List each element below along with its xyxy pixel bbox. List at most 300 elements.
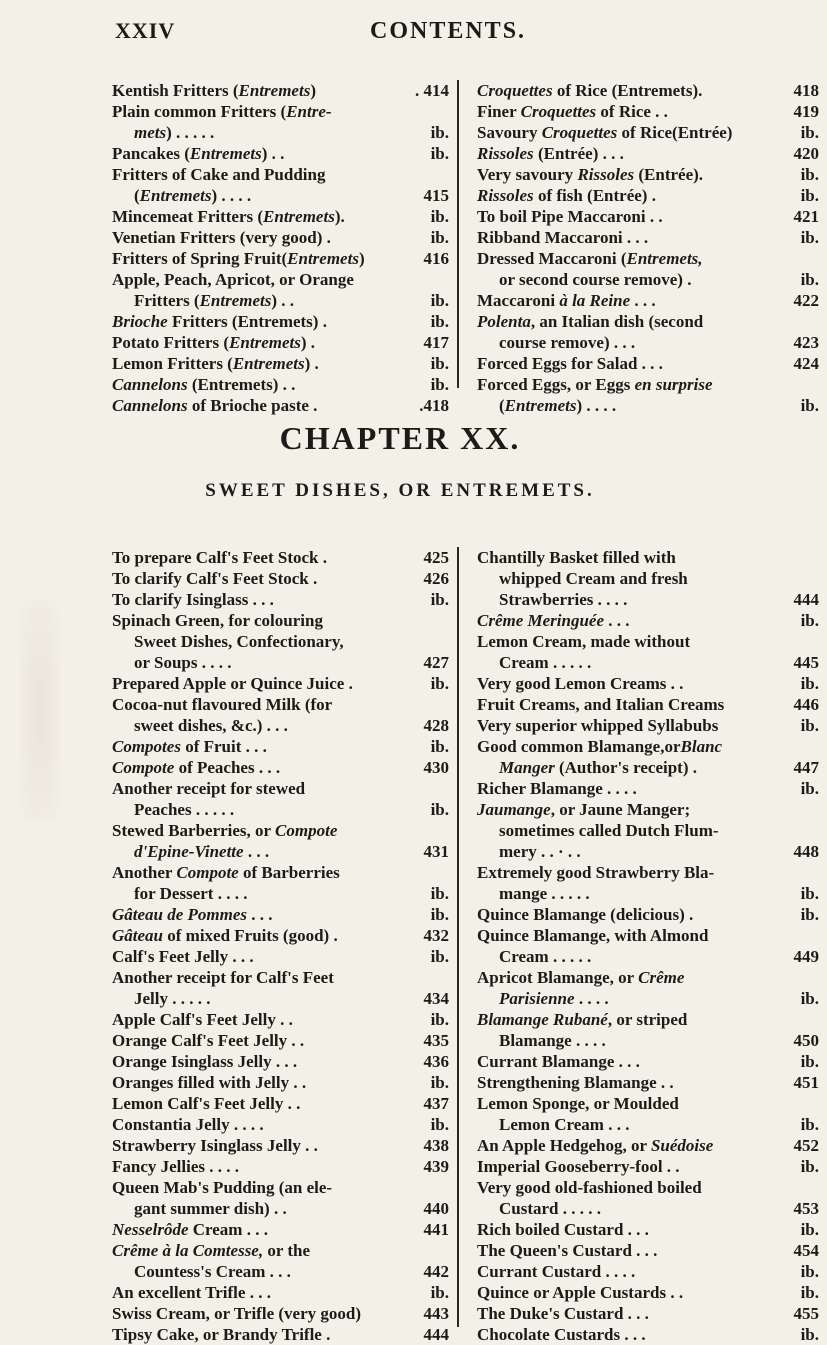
entry-text: Prepared Apple or Quince Juice . bbox=[112, 674, 353, 693]
toc-entry bbox=[112, 715, 457, 736]
entry-text: Extremely good Strawberry Bla- bbox=[477, 863, 715, 882]
page-reference: 423 bbox=[793, 333, 819, 352]
entry-text: Cream . . . . . bbox=[499, 653, 592, 672]
entry-title bbox=[134, 988, 211, 1009]
entry-text: Forced Eggs, or Eggs bbox=[477, 375, 635, 394]
entry-title bbox=[477, 227, 648, 248]
entry-text: Lemon Cream, made without bbox=[477, 632, 691, 651]
toc-entry bbox=[112, 778, 457, 799]
entry-text: Apricot Blamange, or bbox=[477, 968, 639, 987]
toc-entry bbox=[112, 1114, 457, 1135]
toc-entry bbox=[112, 1261, 457, 1282]
entry-text: Another receipt for Calf's Feet bbox=[112, 968, 334, 987]
entry-italic: Brioche bbox=[112, 312, 168, 331]
entry-after: of Fruit . . . bbox=[180, 737, 267, 756]
entry-text: mery . . · . . bbox=[499, 842, 581, 861]
entry-title bbox=[112, 946, 254, 967]
entry-title bbox=[112, 820, 337, 841]
entry-title bbox=[134, 799, 234, 820]
toc-entry bbox=[112, 1282, 457, 1303]
entry-title bbox=[477, 1135, 713, 1156]
entry-title bbox=[477, 1282, 683, 1303]
entry-after: , an Italian dish (second bbox=[530, 312, 704, 331]
entry-italic: Crême bbox=[638, 968, 685, 987]
toc-entry bbox=[477, 694, 827, 715]
entry-title bbox=[112, 311, 327, 332]
page-reference: ib. bbox=[430, 1283, 449, 1302]
page-reference: ib. bbox=[800, 1157, 819, 1176]
entry-text: Mincemeat Fritters ( bbox=[112, 207, 264, 226]
entry-title bbox=[134, 883, 247, 904]
entry-title bbox=[477, 248, 703, 269]
entry-title bbox=[477, 547, 676, 568]
entry-text: Very good old-fashioned boiled bbox=[477, 1178, 702, 1197]
entry-text: Lemon Sponge, or Moulded bbox=[477, 1094, 679, 1113]
entry-after: . . . bbox=[630, 291, 656, 310]
running-title: CONTENTS. bbox=[370, 18, 527, 44]
page-reference: ib. bbox=[430, 1115, 449, 1134]
entry-text: Strawberry Isinglass Jelly . . bbox=[112, 1136, 318, 1155]
page-reference: ib. bbox=[800, 611, 819, 630]
page-reference: 439 bbox=[423, 1157, 449, 1176]
toc-entry bbox=[112, 862, 457, 883]
page-reference: 452 bbox=[793, 1136, 819, 1155]
entry-title bbox=[112, 589, 274, 610]
toc-entry bbox=[112, 311, 457, 332]
entry-title bbox=[112, 778, 305, 799]
page-reference: ib. bbox=[800, 905, 819, 924]
page-reference: 443 bbox=[423, 1304, 449, 1323]
page-reference: ib. bbox=[430, 291, 449, 310]
toc-entry bbox=[112, 143, 457, 164]
entry-italic: Entremets bbox=[199, 291, 272, 310]
page-reference: ib. bbox=[800, 884, 819, 903]
entry-italic: Entremets bbox=[229, 333, 301, 352]
entry-title bbox=[499, 841, 581, 862]
entry-title bbox=[499, 946, 591, 967]
entry-title bbox=[112, 568, 317, 589]
entry-text: Quince Blamange (delicious) . bbox=[477, 905, 694, 924]
entry-title bbox=[112, 374, 295, 395]
entry-title bbox=[477, 164, 703, 185]
entry-title bbox=[477, 736, 722, 757]
page-folio: XXIV bbox=[115, 18, 176, 43]
paper-stain bbox=[20, 600, 60, 820]
entry-after: of Rice (Entremets). bbox=[552, 81, 703, 100]
entry-after: , or Jaune Manger; bbox=[550, 800, 691, 819]
toc-entry bbox=[477, 925, 827, 946]
entry-italic: Rissoles bbox=[477, 186, 534, 205]
entry-text: Fritters of Cake and Pudding bbox=[112, 165, 326, 184]
page-reference: 426 bbox=[423, 569, 449, 588]
entry-text: Good common Blamange,or bbox=[477, 737, 681, 756]
page-reference: 424 bbox=[793, 354, 819, 373]
entry-title bbox=[499, 1198, 601, 1219]
entry-title bbox=[112, 1051, 297, 1072]
toc-entry bbox=[477, 1303, 827, 1324]
toc-entry bbox=[477, 904, 827, 925]
entry-italic: Entremets bbox=[238, 81, 311, 100]
toc-entry bbox=[112, 820, 457, 841]
entry-italic: Crême à la Comtesse, bbox=[112, 1241, 264, 1260]
toc-entry bbox=[112, 967, 457, 988]
entry-text: Ribband Maccaroni . . . bbox=[477, 228, 649, 247]
toc-entry bbox=[112, 269, 457, 290]
entry-italic: Croquettes bbox=[541, 123, 618, 142]
entry-title bbox=[112, 967, 334, 988]
toc-entry bbox=[477, 841, 827, 862]
entry-title bbox=[477, 1177, 702, 1198]
entry-text: Cream . . . . . bbox=[499, 947, 592, 966]
entry-title bbox=[499, 395, 616, 416]
entry-title bbox=[477, 1009, 687, 1030]
page-reference: ib. bbox=[430, 312, 449, 331]
entry-title bbox=[477, 206, 663, 227]
entry-title bbox=[112, 757, 280, 778]
entry-text: Peaches . . . . . bbox=[134, 800, 235, 819]
entry-italic: d'Epine-Vinette bbox=[134, 842, 244, 861]
page-reference: ib. bbox=[430, 375, 449, 394]
entry-text: Another receipt for stewed bbox=[112, 779, 306, 798]
entry-text: Quince or Apple Custards . . bbox=[477, 1283, 684, 1302]
toc-entry bbox=[112, 101, 457, 122]
page-reference: 450 bbox=[793, 1031, 819, 1050]
toc-entry bbox=[477, 589, 827, 610]
entry-title bbox=[477, 904, 693, 925]
page-reference: ib. bbox=[430, 228, 449, 247]
entry-text: or Soups . . . . bbox=[134, 653, 232, 672]
entry-text: Lemon Fritters ( bbox=[112, 354, 233, 373]
entry-title bbox=[112, 227, 331, 248]
page-reference: 427 bbox=[423, 653, 449, 672]
entry-text: Cocoa-nut flavoured Milk (for bbox=[112, 695, 333, 714]
entry-title bbox=[477, 610, 630, 631]
entry-text: Calf's Feet Jelly . . . bbox=[112, 947, 254, 966]
entry-title bbox=[499, 332, 635, 353]
toc-entry bbox=[477, 1156, 827, 1177]
toc-entry bbox=[112, 353, 457, 374]
page-reference: ib. bbox=[430, 1010, 449, 1029]
toc-entry bbox=[477, 395, 827, 416]
entry-after: . . . . bbox=[574, 989, 609, 1008]
entry-text: ( bbox=[134, 186, 140, 205]
entry-after: of Rice(Entrée) bbox=[617, 123, 733, 142]
page-reference: 444 bbox=[793, 590, 819, 609]
page-reference: 441 bbox=[423, 1220, 449, 1239]
entry-text: Forced Eggs for Salad . . . bbox=[477, 354, 663, 373]
entry-title bbox=[499, 269, 691, 290]
entry-italic: Entremets bbox=[287, 249, 359, 268]
entry-italic: Compote bbox=[112, 758, 175, 777]
toc-entry bbox=[477, 736, 827, 757]
entry-italic: Cannelons bbox=[112, 375, 188, 394]
entry-title bbox=[477, 185, 656, 206]
page-reference: 436 bbox=[423, 1052, 449, 1071]
entry-text: ( bbox=[499, 396, 505, 415]
page-reference: ib. bbox=[800, 165, 819, 184]
entry-title bbox=[477, 862, 714, 883]
entry-title bbox=[477, 1051, 640, 1072]
entry-text: Dressed Maccaroni ( bbox=[477, 249, 627, 268]
entry-italic: Rissoles bbox=[477, 144, 534, 163]
page-reference: ib. bbox=[430, 884, 449, 903]
entry-title bbox=[112, 862, 340, 883]
entry-title bbox=[134, 185, 251, 206]
entry-text: Swiss Cream, or Trifle (very good) bbox=[112, 1304, 361, 1323]
entry-title bbox=[134, 652, 231, 673]
toc-entry bbox=[112, 80, 457, 101]
toc-entry bbox=[112, 799, 457, 820]
toc-entry bbox=[112, 1051, 457, 1072]
entry-after: of Brioche paste . bbox=[187, 396, 318, 415]
entry-title bbox=[134, 631, 344, 652]
toc-entry bbox=[112, 1093, 457, 1114]
toc-entry bbox=[112, 568, 457, 589]
toc-entry bbox=[477, 1198, 827, 1219]
entry-title bbox=[477, 1072, 674, 1093]
entry-text: Fancy Jellies . . . . bbox=[112, 1157, 240, 1176]
toc-entry bbox=[112, 374, 457, 395]
page-reference: .418 bbox=[419, 396, 449, 415]
entry-after: . . . bbox=[247, 905, 273, 924]
toc-entry bbox=[112, 1156, 457, 1177]
toc-entry bbox=[477, 1030, 827, 1051]
page-reference: ib. bbox=[430, 737, 449, 756]
entry-title bbox=[112, 248, 365, 269]
entry-title bbox=[499, 1030, 606, 1051]
entry-italic: Compote bbox=[275, 821, 338, 840]
entry-italic: Gâteau bbox=[112, 926, 163, 945]
toc-entry bbox=[112, 290, 457, 311]
entry-title bbox=[112, 1135, 318, 1156]
toc-entry bbox=[112, 164, 457, 185]
entry-title bbox=[477, 1303, 649, 1324]
page-reference: ib. bbox=[430, 354, 449, 373]
toc-entry bbox=[112, 841, 457, 862]
entry-text: Orange Isinglass Jelly . . . bbox=[112, 1052, 298, 1071]
toc-entry bbox=[112, 883, 457, 904]
entry-title bbox=[477, 925, 708, 946]
entry-after: Cream . . . bbox=[188, 1220, 268, 1239]
page-reference: 451 bbox=[793, 1073, 819, 1092]
entry-text: Blamange . . . . bbox=[499, 1031, 606, 1050]
page-reference: ib. bbox=[800, 228, 819, 247]
page-reference: 431 bbox=[423, 842, 449, 861]
entry-text: Chantilly Basket filled with bbox=[477, 548, 676, 567]
entry-italic: Polenta bbox=[477, 312, 531, 331]
entry-title bbox=[112, 1114, 264, 1135]
toc-entry bbox=[112, 610, 457, 631]
entry-title bbox=[112, 1177, 332, 1198]
entry-italic: Parisienne bbox=[499, 989, 575, 1008]
entry-text: course remove) . . . bbox=[499, 333, 636, 352]
toc-entry bbox=[112, 589, 457, 610]
entry-text: Strengthening Blamange . . bbox=[477, 1073, 674, 1092]
entry-title bbox=[499, 568, 688, 589]
page-reference: 419 bbox=[793, 102, 819, 121]
entry-text: mange . . . . . bbox=[499, 884, 590, 903]
page-reference: ib. bbox=[800, 123, 819, 142]
entry-title bbox=[477, 1093, 679, 1114]
toc-entry bbox=[477, 248, 827, 269]
entry-text: Imperial Gooseberry-fool . . bbox=[477, 1157, 680, 1176]
entry-italic: Cannelons bbox=[112, 396, 188, 415]
entry-text: An excellent Trifle . . . bbox=[112, 1283, 271, 1302]
entry-after: ) . . . . bbox=[211, 186, 252, 205]
page-reference: ib. bbox=[800, 396, 819, 415]
toc-entry bbox=[112, 227, 457, 248]
entry-text: Maccaroni bbox=[477, 291, 560, 310]
page-reference: 428 bbox=[423, 716, 449, 735]
toc-entry bbox=[477, 311, 827, 332]
entry-title bbox=[477, 694, 724, 715]
entry-text: whipped Cream and fresh bbox=[499, 569, 688, 588]
entry-title bbox=[112, 736, 267, 757]
page-reference: 455 bbox=[793, 1304, 819, 1323]
toc-entry bbox=[112, 757, 457, 778]
page-reference: 449 bbox=[793, 947, 819, 966]
page-reference: ib. bbox=[800, 270, 819, 289]
entry-after: (Entremets) . . bbox=[187, 375, 296, 394]
toc-entry bbox=[477, 799, 827, 820]
entry-after: ) . bbox=[300, 333, 316, 352]
toc-entry bbox=[477, 227, 827, 248]
entry-text: Orange Calf's Feet Jelly . . bbox=[112, 1031, 305, 1050]
toc-entry bbox=[112, 631, 457, 652]
entry-title bbox=[112, 925, 338, 946]
toc-entry bbox=[112, 1030, 457, 1051]
entry-text: Jelly . . . . . bbox=[134, 989, 211, 1008]
entry-title bbox=[112, 1282, 271, 1303]
entry-text: Currant Blamange . . . bbox=[477, 1052, 640, 1071]
entry-title bbox=[477, 80, 702, 101]
entry-italic: Entremets bbox=[139, 186, 212, 205]
entry-text: Tipsy Cake, or Brandy Trifle . bbox=[112, 1325, 331, 1344]
toc-entry bbox=[112, 736, 457, 757]
entry-title bbox=[477, 353, 663, 374]
toc-entry bbox=[477, 631, 827, 652]
entry-title bbox=[134, 715, 288, 736]
entry-italic: Entremets bbox=[263, 207, 335, 226]
page-reference: 446 bbox=[793, 695, 819, 714]
entry-title bbox=[477, 101, 668, 122]
toc-entry bbox=[477, 1051, 827, 1072]
entry-text: The Duke's Custard . . . bbox=[477, 1304, 649, 1323]
entry-title bbox=[134, 122, 214, 143]
page-reference: ib. bbox=[800, 1262, 819, 1281]
page-reference: 448 bbox=[793, 842, 819, 861]
toc-entry bbox=[477, 988, 827, 1009]
toc-entry bbox=[112, 925, 457, 946]
entry-text: or second course remove) . bbox=[499, 270, 692, 289]
entry-italic: Croquettes bbox=[477, 81, 553, 100]
entry-italic: Entremets, bbox=[626, 249, 703, 268]
entry-text: Stewed Barberries, or bbox=[112, 821, 276, 840]
entry-title bbox=[477, 1240, 657, 1261]
entry-italic: Entremets bbox=[232, 354, 305, 373]
entry-title bbox=[499, 757, 697, 778]
entry-title bbox=[112, 1303, 361, 1324]
entry-title bbox=[112, 143, 284, 164]
toc-entry bbox=[112, 547, 457, 568]
toc-entry bbox=[477, 1261, 827, 1282]
entry-italic: Gâteau de Pommes bbox=[112, 905, 248, 924]
toc-entry bbox=[112, 332, 457, 353]
entry-italic: Entre- bbox=[286, 102, 332, 121]
entry-after: . . . bbox=[604, 611, 630, 630]
toc-entry bbox=[112, 1009, 457, 1030]
entry-after: , or striped bbox=[607, 1010, 688, 1029]
toc-entry bbox=[112, 395, 457, 416]
entry-after: (Entrée) . . . bbox=[533, 144, 624, 163]
toc-entry bbox=[477, 101, 827, 122]
page-reference: ib. bbox=[430, 800, 449, 819]
toc-entry bbox=[112, 185, 457, 206]
entry-text: To prepare Calf's Feet Stock . bbox=[112, 548, 328, 567]
toc-entry bbox=[112, 652, 457, 673]
entry-title bbox=[112, 1009, 293, 1030]
toc-entry bbox=[112, 1072, 457, 1093]
toc-column-right bbox=[459, 80, 827, 415]
page-reference: ib. bbox=[800, 989, 819, 1008]
entry-title bbox=[112, 547, 327, 568]
entry-italic: Blanc bbox=[680, 737, 723, 756]
entry-text: Kentish Fritters ( bbox=[112, 81, 239, 100]
entry-text: Sweet Dishes, Confectionary, bbox=[134, 632, 344, 651]
page-reference: ib. bbox=[430, 590, 449, 609]
entry-text: Potato Fritters ( bbox=[112, 333, 230, 352]
page-reference: ib. bbox=[430, 905, 449, 924]
entry-text: Currant Custard . . . . bbox=[477, 1262, 636, 1281]
entry-italic: Blamange Rubané bbox=[477, 1010, 608, 1029]
entry-italic: Entremets bbox=[189, 144, 262, 163]
entry-title bbox=[499, 988, 609, 1009]
entry-italic: Nesselrôde bbox=[112, 1220, 189, 1239]
entry-after: or the bbox=[263, 1241, 311, 1260]
toc-entry bbox=[477, 269, 827, 290]
toc-entry bbox=[477, 1219, 827, 1240]
page-reference: ib. bbox=[800, 1325, 819, 1344]
toc-entry bbox=[477, 673, 827, 694]
toc-entry bbox=[477, 778, 827, 799]
entry-title bbox=[112, 904, 273, 925]
page-reference: 417 bbox=[423, 333, 449, 352]
page-reference: 445 bbox=[793, 653, 819, 672]
entry-text: Chocolate Custards . . . bbox=[477, 1325, 646, 1344]
entry-text: sometimes called Dutch Flum- bbox=[499, 821, 719, 840]
entry-title bbox=[112, 353, 319, 374]
entry-after: (Author's receipt) . bbox=[554, 758, 698, 777]
entry-text: Very superior whipped Syllabubs bbox=[477, 716, 719, 735]
toc-entry bbox=[477, 143, 827, 164]
page-reference: 432 bbox=[423, 926, 449, 945]
entry-italic: Compote bbox=[176, 863, 239, 882]
entry-after: . . . bbox=[243, 842, 270, 861]
entry-after: . bbox=[322, 228, 331, 247]
entry-text: Rich boiled Custard . . . bbox=[477, 1220, 649, 1239]
entry-title bbox=[112, 332, 315, 353]
entry-text: Fritters of Spring Fruit( bbox=[112, 249, 288, 268]
entry-text: Queen Mab's Pudding (an ele- bbox=[112, 1178, 333, 1197]
toc-entry bbox=[112, 904, 457, 925]
page-reference: 444 bbox=[423, 1325, 449, 1344]
entry-text: To boil Pipe Maccaroni . . bbox=[477, 207, 663, 226]
contents-top bbox=[112, 80, 827, 415]
entry-text: Constantia Jelly . . . . bbox=[112, 1115, 264, 1134]
entry-after: of fish (Entrée) . bbox=[533, 186, 656, 205]
toc-entry bbox=[477, 883, 827, 904]
toc-entry bbox=[477, 80, 827, 101]
